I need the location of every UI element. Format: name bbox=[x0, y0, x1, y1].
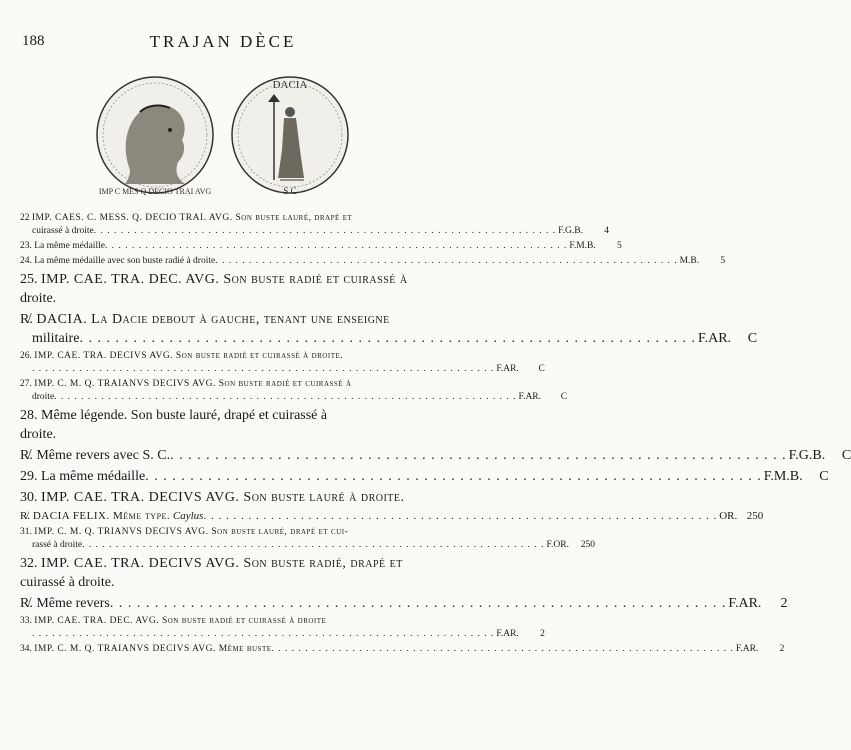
entry-text: DACIA FELIX. Même type. bbox=[32, 510, 171, 522]
entry-text: IMP. CAE. TRA. DEC. AVG. Son buste radié et cuirassé à bbox=[41, 272, 408, 287]
entry-text: DACIA. La Dacie debout à gauche, tenant une enseigne bbox=[36, 312, 390, 327]
price: 5 bbox=[720, 256, 726, 266]
metal-grade: OR. bbox=[719, 510, 738, 522]
price: C bbox=[819, 469, 829, 484]
entry-31 bbox=[20, 526, 595, 552]
entry-text: Même revers avec S. C. bbox=[36, 448, 171, 463]
entry-26 bbox=[20, 350, 545, 376]
entry-text: IMP. CAES. C. MESS. Q. DECIO TRAI. AVG. Son buste lauré, drapé et bbox=[31, 213, 353, 223]
entry-29 bbox=[20, 467, 829, 486]
price: 2 bbox=[540, 629, 545, 639]
metal-grade: F.M.B. bbox=[763, 469, 803, 484]
entry-number: R̸. bbox=[20, 510, 31, 522]
entry-32 bbox=[20, 554, 426, 592]
entry-reverse-dacia bbox=[20, 310, 758, 348]
price: 5 bbox=[617, 241, 622, 251]
entry-text: Même légende. Son buste lauré, drapé et cuirassé à bbox=[41, 408, 328, 423]
price: C bbox=[560, 392, 568, 402]
price: 2 bbox=[780, 596, 788, 611]
entry-reverse-dacia-felix bbox=[20, 509, 764, 524]
entry-text-cont: militaire bbox=[32, 331, 80, 346]
price: C bbox=[841, 448, 851, 463]
entry-text: IMP. CAE. TRA. DECIVS AVG. Son buste radié et cuirassé à droite. bbox=[34, 351, 344, 361]
price: C bbox=[747, 331, 758, 346]
metal-grade: F.AR. bbox=[728, 596, 762, 611]
entry-30 bbox=[20, 488, 426, 507]
metal-grade: F.AR. bbox=[697, 331, 732, 346]
entry-number: R̸. bbox=[20, 596, 33, 611]
entry-reverse-sc bbox=[20, 446, 851, 465]
coin-reverse-field: S C bbox=[283, 186, 297, 196]
entry-number: R̸. bbox=[20, 312, 33, 327]
coin-obverse-legend: IMP C MES Q DECIO TRAI AVG bbox=[98, 187, 212, 196]
entry-text: IMP. CAE. TRA. DEC. AVG. Son buste radié et cuirassé à droite bbox=[34, 616, 327, 626]
entry-text: IMP. C. M. Q. TRAIANVS DECIVS AVG. Son buste radié et cuirassé à bbox=[34, 379, 352, 389]
price: C bbox=[538, 364, 545, 374]
coin-obverse bbox=[97, 77, 213, 193]
entry-text: IMP. CAE. TRA. DECIVS AVG. Son buste lauré à droite. bbox=[41, 490, 405, 505]
entry-text-cont: droite. bbox=[20, 291, 57, 306]
entry-number: 29. bbox=[20, 469, 38, 484]
metal-grade: M.B. bbox=[679, 256, 700, 266]
metal-grade: F.G.B. bbox=[558, 226, 583, 236]
page-number: 188 bbox=[22, 33, 45, 49]
entry-24 bbox=[20, 255, 726, 268]
metal-grade: F.OR. bbox=[546, 540, 569, 550]
coin-reverse bbox=[232, 77, 348, 193]
entry-number: 22 bbox=[20, 213, 30, 223]
metal-grade: F.AR. bbox=[735, 644, 759, 654]
metal-grade: F.G.B. bbox=[788, 448, 826, 463]
entry-text: IMP. C. M. Q. TRIANVS DECIVS AVG. Son buste lauré, drapé et cui- bbox=[34, 527, 349, 537]
entry-number: 23. bbox=[20, 241, 32, 251]
entry-text: La même médaille bbox=[41, 469, 146, 484]
entry-number: 25. bbox=[20, 272, 38, 287]
running-head: TRAJAN DÈCE bbox=[149, 32, 297, 51]
entry-number: 26. bbox=[20, 351, 32, 361]
metal-grade: F.AR. bbox=[496, 364, 519, 374]
entry-number: 33. bbox=[20, 616, 32, 626]
metal-grade: F.M.B. bbox=[569, 241, 596, 251]
entry-number: 32. bbox=[20, 556, 38, 571]
entry-text: La même médaille bbox=[34, 241, 105, 251]
metal-grade: F.AR. bbox=[518, 392, 542, 402]
entry-text-cont: rassé à droite bbox=[32, 540, 83, 550]
entry-text-cont: cuirassé à droite bbox=[32, 226, 94, 236]
entry-number: 34. bbox=[20, 644, 32, 654]
entry-text: Même revers bbox=[36, 596, 110, 611]
price: 250 bbox=[580, 540, 595, 550]
entry-text-cont: droite. bbox=[20, 427, 57, 442]
entry-33 bbox=[20, 615, 545, 641]
entry-34 bbox=[20, 643, 785, 656]
entry-number: 30. bbox=[20, 490, 38, 505]
entry-number: R̸. bbox=[20, 448, 33, 463]
coin-illustrations bbox=[0, 70, 446, 200]
entry-number: 27. bbox=[20, 379, 32, 389]
entry-text-cont: droite bbox=[32, 392, 55, 402]
price: 2 bbox=[779, 644, 785, 654]
price: 250 bbox=[746, 510, 764, 522]
entry-number: 28. bbox=[20, 408, 38, 423]
entry-25 bbox=[20, 270, 426, 308]
entry-text: IMP. C. M. Q. TRAIANVS DECIVS AVG. Même buste bbox=[34, 644, 272, 654]
entry-reverse-meme bbox=[20, 594, 788, 613]
entry-23 bbox=[20, 240, 622, 253]
entry-text: La même médaille avec son buste radié à droite bbox=[34, 256, 216, 266]
coin-reverse-legend: DACIA bbox=[272, 79, 308, 91]
entry-source: Caylus bbox=[172, 510, 204, 522]
catalogue-entries bbox=[20, 210, 851, 656]
entry-28 bbox=[20, 406, 426, 444]
entry-text: IMP. CAE. TRA. DECIVS AVG. Son buste radié, drapé et bbox=[41, 556, 403, 571]
entry-text-cont: cuirassé à droite. bbox=[20, 575, 115, 590]
entry-22 bbox=[20, 212, 609, 238]
metal-grade: F.AR. bbox=[496, 629, 519, 639]
entry-number: 31. bbox=[20, 527, 32, 537]
entry-27 bbox=[20, 378, 568, 404]
price: 4 bbox=[604, 226, 609, 236]
entry-number: 24. bbox=[20, 256, 32, 266]
